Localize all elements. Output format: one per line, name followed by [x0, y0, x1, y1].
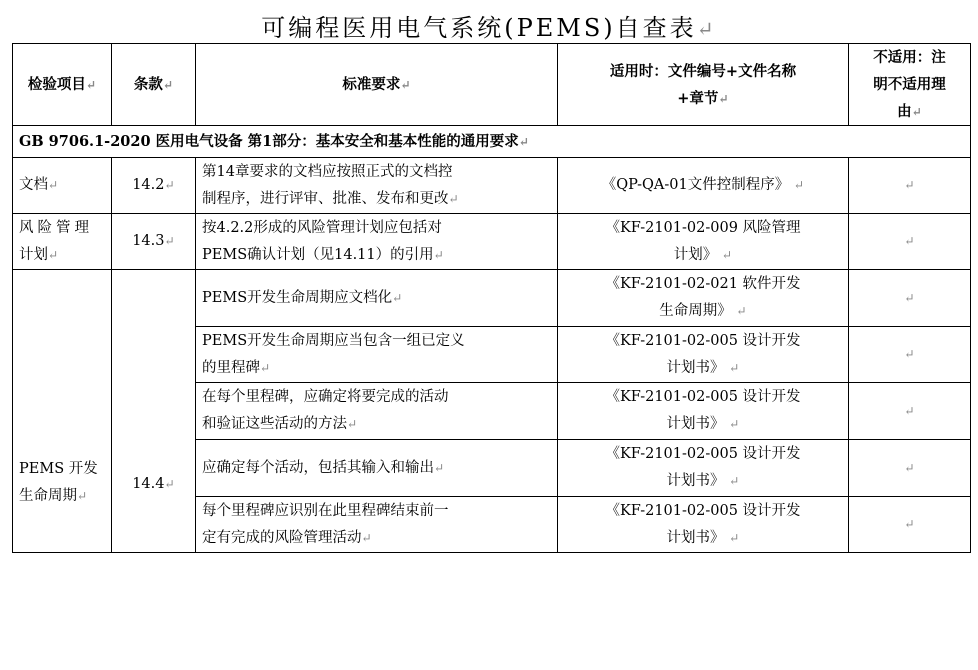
section-title: GB 9706.1-2020 医用电气设备 第1部分：基本安全和基本性能的通用要求↵	[13, 126, 971, 158]
self-check-table	[12, 43, 971, 553]
document-cell: 《KF-2101-02-005 设计开发 计划书》 ↵	[558, 383, 849, 440]
requirement-cell: 第14章要求的文档应按照正式的文档控 制程序，进行评审、批准、发布和更改↵	[196, 158, 558, 214]
requirement-cell: 按4.2.2形成的风险管理计划应包括对 PEMS确认计划（见14.11）的引用↵	[196, 214, 558, 270]
document-cell: 《KF-2101-02-005 设计开发 计划书》 ↵	[558, 497, 849, 553]
clause-cell: 14.4↵	[112, 270, 196, 553]
table-row	[13, 158, 971, 214]
not-applicable-cell: ↵	[849, 383, 971, 440]
not-applicable-cell: ↵	[849, 214, 971, 270]
section-row	[13, 126, 971, 158]
item-cell: 风险管理 计划↵	[13, 214, 112, 270]
header-inspection-item: 检验项目↵	[13, 44, 112, 126]
document-cell: 《KF-2101-02-021 软件开发 生命周期》 ↵	[558, 270, 849, 327]
header-row	[13, 44, 971, 126]
requirement-cell: PEMS开发生命周期应文档化↵	[196, 270, 558, 327]
document-cell: 《KF-2101-02-005 设计开发 计划书》 ↵	[558, 440, 849, 497]
requirement-cell: 每个里程碑应识别在此里程碑结束前一 定有完成的风险管理活动↵	[196, 497, 558, 553]
table-row	[13, 270, 971, 327]
item-cell: 文档↵	[13, 158, 112, 214]
header-standard-requirement: 标准要求↵	[196, 44, 558, 126]
clause-cell: 14.3↵	[112, 214, 196, 270]
not-applicable-cell: ↵	[849, 270, 971, 327]
item-cell: PEMS 开发 生命周期↵	[13, 270, 112, 553]
not-applicable-cell: ↵	[849, 158, 971, 214]
requirement-cell: 应确定每个活动，包括其输入和输出↵	[196, 440, 558, 497]
requirement-cell: PEMS开发生命周期应当包含一组已定义 的里程碑↵	[196, 327, 558, 383]
header-not-applicable: 不适用：注 明不适用理 由↵	[849, 44, 971, 126]
not-applicable-cell: ↵	[849, 497, 971, 553]
document-cell: 《QP-QA-01文件控制程序》 ↵	[558, 158, 849, 214]
document-title	[0, 8, 978, 42]
not-applicable-cell: ↵	[849, 327, 971, 383]
title-text: 可编程医用电气系统(PEMS)自查表	[261, 14, 697, 42]
document-cell: 《KF-2101-02-005 设计开发 计划书》 ↵	[558, 327, 849, 383]
requirement-cell: 在每个里程碑，应确定将要完成的活动 和验证这些活动的方法↵	[196, 383, 558, 440]
document-cell: 《KF-2101-02-009 风险管理 计划》 ↵	[558, 214, 849, 270]
clause-cell: 14.2↵	[112, 158, 196, 214]
header-applicable: 适用时：文件编号+文件名称 +章节↵	[558, 44, 849, 126]
return-mark: ↵	[696, 17, 717, 41]
not-applicable-cell: ↵	[849, 440, 971, 497]
table-row	[13, 214, 971, 270]
header-clause: 条款↵	[112, 44, 196, 126]
